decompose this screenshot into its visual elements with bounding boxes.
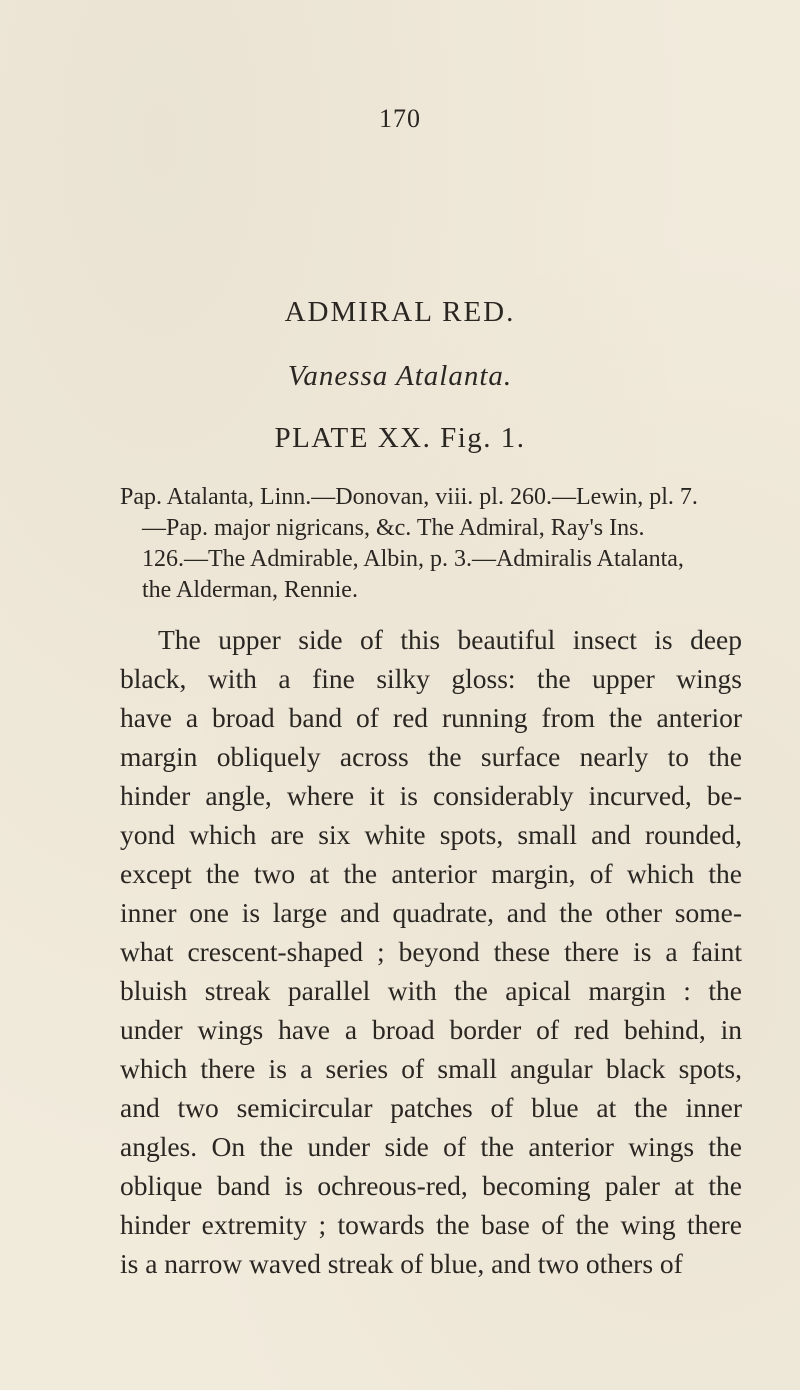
paragraph-line: have a broad band of red running from the anterior xyxy=(120,702,742,733)
synonymy-block xyxy=(120,482,760,606)
paragraph-line: what crescent-shaped ; beyond these there is a faint xyxy=(120,936,742,967)
paragraph-line: inner one is large and quadrate, and the other some- xyxy=(120,897,742,928)
synonymy-line: the Alderman, Rennie. xyxy=(142,577,358,603)
paragraph-line: which there is a series of small angular black spots, xyxy=(120,1053,742,1084)
paragraph-line: oblique band is ochreous-red, becoming paler at the xyxy=(120,1170,742,1201)
paragraph-line: except the two at the anterior margin, of which the xyxy=(120,858,742,889)
synonymy-line: Pap. Atalanta, Linn.—Donovan, viii. pl. 260.—Lewin, pl. 7. xyxy=(120,484,698,510)
paragraph-line: angles. On the under side of the anterior wings the xyxy=(120,1131,742,1162)
description-paragraph xyxy=(120,620,742,1283)
paragraph-line: hinder angle, where it is considerably incurved, be- xyxy=(120,780,742,811)
paragraph-line: and two semicircular patches of blue at the inner xyxy=(120,1092,742,1123)
paragraph-line: hinder extremity ; towards the base of the wing there xyxy=(120,1209,742,1240)
paragraph-line: The upper side of this beautiful insect is deep xyxy=(158,624,742,655)
paragraph-line: margin obliquely across the surface nearly to the xyxy=(120,741,742,772)
synonymy-line: 126.—The Admirable, Albin, p. 3.—Admiralis Atalanta, xyxy=(142,546,684,572)
paragraph-line: is a narrow waved streak of blue, and two others of xyxy=(120,1248,683,1279)
paragraph-line: yond which are six white spots, small and rounded, xyxy=(120,819,742,850)
paragraph-line: black, with a fine silky gloss: the upper wings xyxy=(120,663,742,694)
plate-reference: PLATE XX. Fig. 1. xyxy=(274,422,526,454)
paragraph-line: under wings have a broad border of red behind, in xyxy=(120,1014,742,1045)
page-title: ADMIRAL RED. xyxy=(284,296,516,328)
species-name: Vanessa Atalanta. xyxy=(287,360,513,392)
paragraph-line: bluish streak parallel with the apical margin : the xyxy=(120,975,742,1006)
synonymy-line: —Pap. major nigricans, &c. The Admiral, Ray's Ins. xyxy=(142,515,645,541)
page-number: 170 xyxy=(379,104,421,133)
